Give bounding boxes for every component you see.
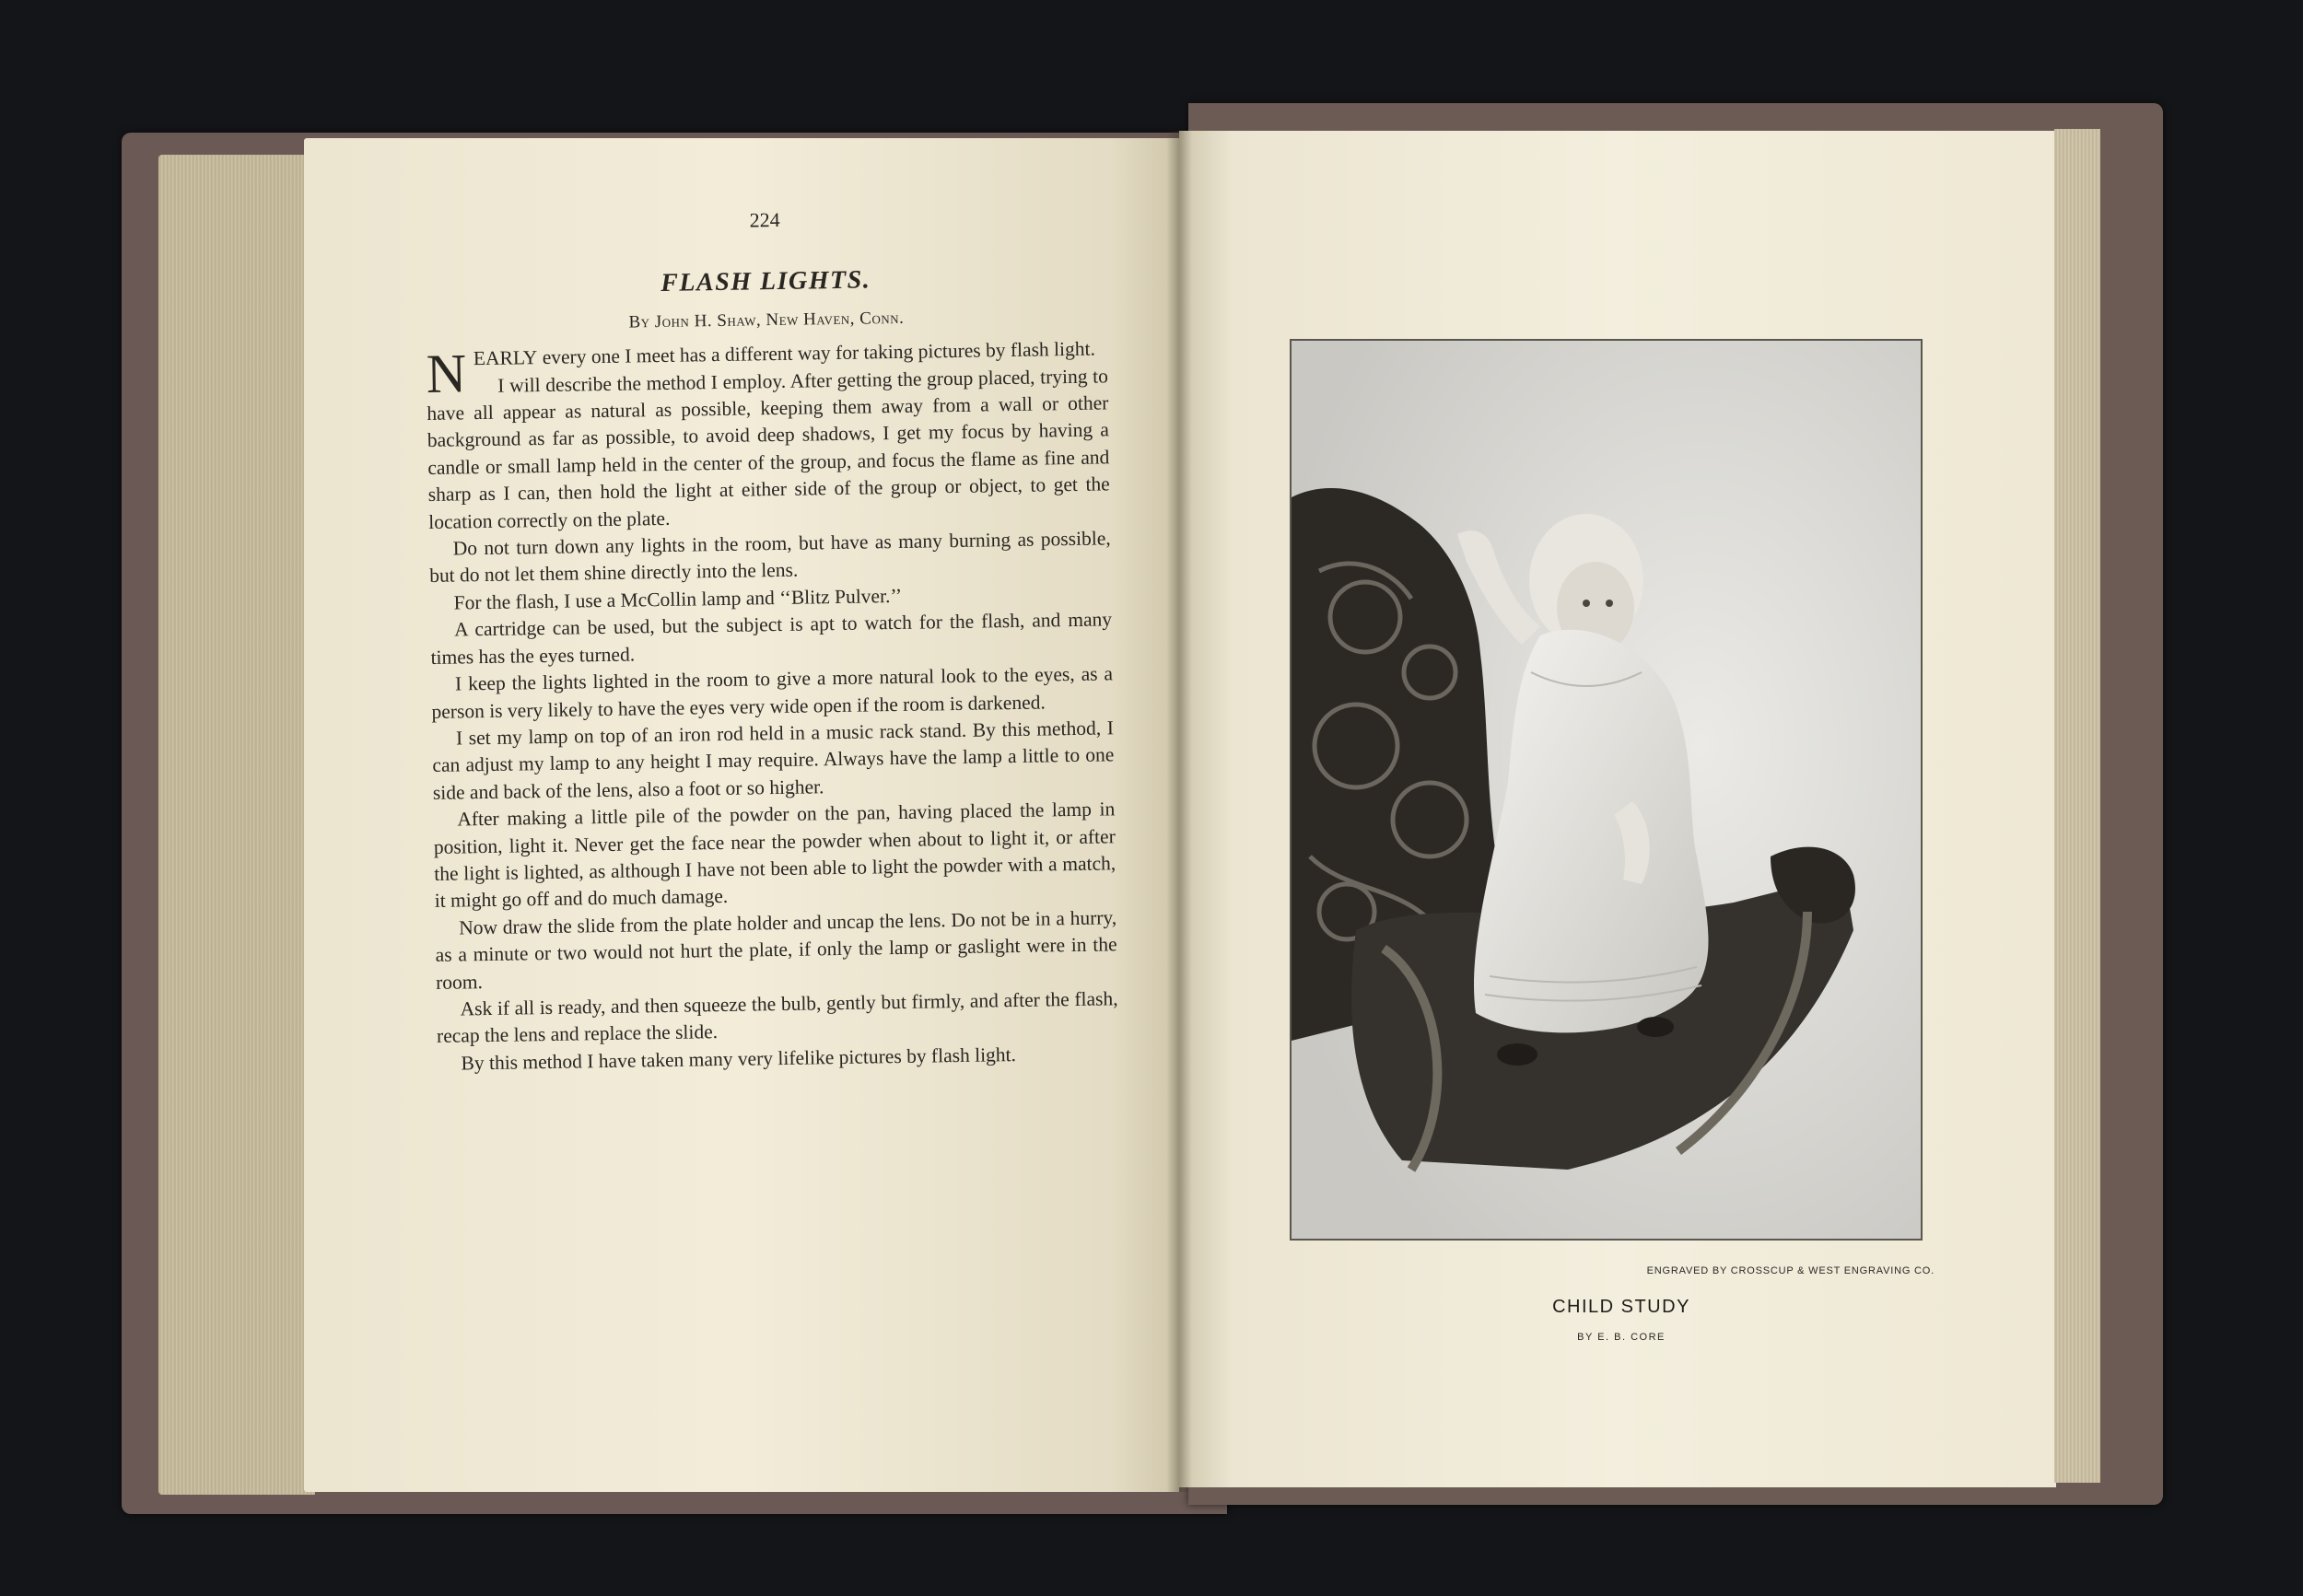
article-column bbox=[424, 201, 1119, 1078]
paragraph-9: Now draw the slide from the plate holder and uncap the lens. Do not be in a hurry, as a minute or two would not hurt the plate, if only the lamp or gaslight were in the room. bbox=[435, 906, 1117, 994]
child-study-photograph bbox=[1290, 339, 1923, 1241]
article-byline: By John H. Shaw, New Haven, Conn. bbox=[628, 308, 905, 332]
paragraph-1-text: every one I meet has a different way for taking pictures by flash light. bbox=[537, 337, 1096, 369]
photograph-drawing bbox=[1292, 341, 1921, 1239]
page-edges-right bbox=[2054, 129, 2100, 1483]
paragraph-11: By this method I have taken many very lifelike pictures by flash light. bbox=[461, 1043, 1017, 1075]
page-edges-left bbox=[158, 155, 315, 1495]
plate-title: CHILD STUDY bbox=[1552, 1297, 1690, 1317]
plate-byline: BY E. B. CORE bbox=[1577, 1332, 1666, 1343]
paragraph-8: After making a little pile of the powder on the pan, having placed the lamp in position, light it. Never get the face near the powder when about to light it, or after the light is lighted, as although I have not been able to light the powder with a match, it might go off and do much damage. bbox=[433, 798, 1116, 913]
paragraph-2: I will describe the method I employ. After getting the group placed, trying to have all appear as natural as possible, keeping them away from a wall or other background as far as possible, to avoid deep shadows, I get my focus by having a candle or small lamp held in the center of the group, and focus the flame as fine and sharp as I can, then hold the light at either side of the group or object, to get the location correctly on the plate. bbox=[427, 364, 1110, 533]
paragraph-3: Do not turn down any lights in the room, but have as many burning as possible, but do not let them shine directly into the lens. bbox=[429, 527, 1111, 588]
book-gutter bbox=[1166, 131, 1192, 1492]
engraver-credit: ENGRAVED BY CROSSCUP & WEST ENGRAVING CO. bbox=[1646, 1265, 1935, 1276]
paragraph-7: I set my lamp on top of an iron rod held in a music rack stand. By this method, I can adjust my lamp to any height I may require. Always have the lamp a little to one side and back of the lens, also a foot or so higher. bbox=[432, 716, 1115, 804]
paragraph-4: For the flash, I use a McCollin lamp and ‘‘Blitz Pulver.’’ bbox=[453, 584, 903, 614]
drop-cap: N bbox=[426, 343, 467, 405]
paragraph-5: A cartridge can be used, but the subject is apt to watch for the flash, and many times has the eyes turned. bbox=[430, 608, 1113, 669]
paragraph-6: I keep the lights lighted in the room to give a more natural look to the eyes, as a person is very likely to have the eyes very wide open if the room is darkened. bbox=[431, 662, 1114, 723]
paragraph-10: Ask if all is ready, and then squeeze the bulb, gently but firmly, and after the flash, recap the lens and replace the slide. bbox=[436, 987, 1118, 1048]
page-number: 224 bbox=[749, 207, 780, 232]
first-word-caps: EARLY bbox=[473, 346, 538, 370]
article-title: FLASH LIGHTS. bbox=[661, 265, 871, 298]
